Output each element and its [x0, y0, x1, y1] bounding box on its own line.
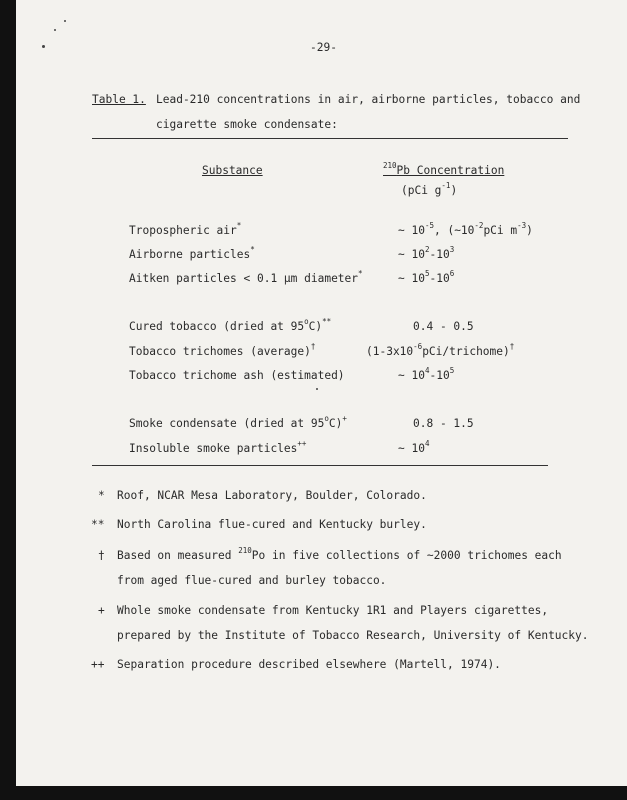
footnote-text: Separation procedure described elsewhere (Martell, 1974). — [117, 658, 501, 671]
footnote-text: prepared by the Institute of Tobacco Research, University of Kentucky. — [117, 629, 589, 642]
row-concentration: $(1-3x10^{-6}pCi/trichome)^\dagger$ — [366, 342, 515, 358]
table-label: Table 1. — [92, 93, 146, 106]
footnote-symbol: † — [98, 549, 105, 562]
footnote-symbol: ** — [91, 518, 105, 531]
footnote-symbol: ++ — [91, 658, 105, 671]
document-page — [16, 0, 627, 786]
footnote-text: North Carolina flue-cured and Kentucky burley. — [117, 518, 427, 531]
row-concentration: ~ $10^5-10^6$ — [398, 269, 455, 285]
bottom-rule — [92, 465, 548, 466]
row-concentration: ~ $10^{-5}$, ($\sim 10^{-2}pCi$ $m^{-3}$) — [398, 221, 533, 237]
row-substance: Insoluble smoke particles++ — [129, 439, 307, 455]
speck — [54, 29, 56, 31]
row-substance: Cured tobacco (dried at 95$^o$C)** — [129, 317, 332, 333]
top-rule — [92, 138, 568, 139]
row-concentration: ~ $10^2-10^3$ — [398, 245, 455, 261]
row-substance: Aitken particles < 0.1 μm diameter* — [129, 269, 363, 285]
footnote-symbol: * — [98, 489, 105, 502]
header-unit: (pCi $g^{-1}$) — [401, 181, 458, 197]
header-substance: Substance — [202, 164, 263, 177]
row-substance: Smoke condensate (dried at 95$^o$C)+ — [129, 414, 347, 430]
footnote-text: Based on measured $^{210}$Po in five collections of ~2000 trichomes each — [117, 546, 562, 562]
speck — [42, 45, 45, 48]
row-concentration: ~ $10^4$ — [398, 439, 430, 455]
row-substance: Tobacco trichomes (average)† — [129, 342, 316, 358]
footnote-text: Whole smoke condensate from Kentucky 1R1 and Players cigarettes, — [117, 604, 549, 617]
row-substance: Airborne particles* — [129, 245, 255, 261]
speck — [64, 20, 66, 22]
footnote-text: from aged flue-cured and burley tobacco. — [117, 574, 387, 587]
caption-line-1: Lead-210 concentrations in air, airborne particles, tobacco and — [156, 93, 581, 106]
page-number: -29- — [310, 41, 337, 54]
row-substance: Tropospheric air* — [129, 221, 242, 237]
row-concentration: 0.4 - 0.5 — [413, 320, 474, 333]
caption-line-2: cigarette smoke condensate: — [156, 118, 338, 131]
footnote-symbol: + — [98, 604, 105, 617]
row-concentration: 0.8 - 1.5 — [413, 417, 474, 430]
row-substance: Tobacco trichome ash (estimated) — [129, 369, 345, 382]
row-concentration: ~ $10^4-10^5$ — [398, 366, 455, 382]
footnote-text: Roof, NCAR Mesa Laboratory, Boulder, Colorado. — [117, 489, 427, 502]
header-concentration: $^{210}$Pb Concentration — [383, 161, 505, 177]
speck — [316, 388, 318, 390]
